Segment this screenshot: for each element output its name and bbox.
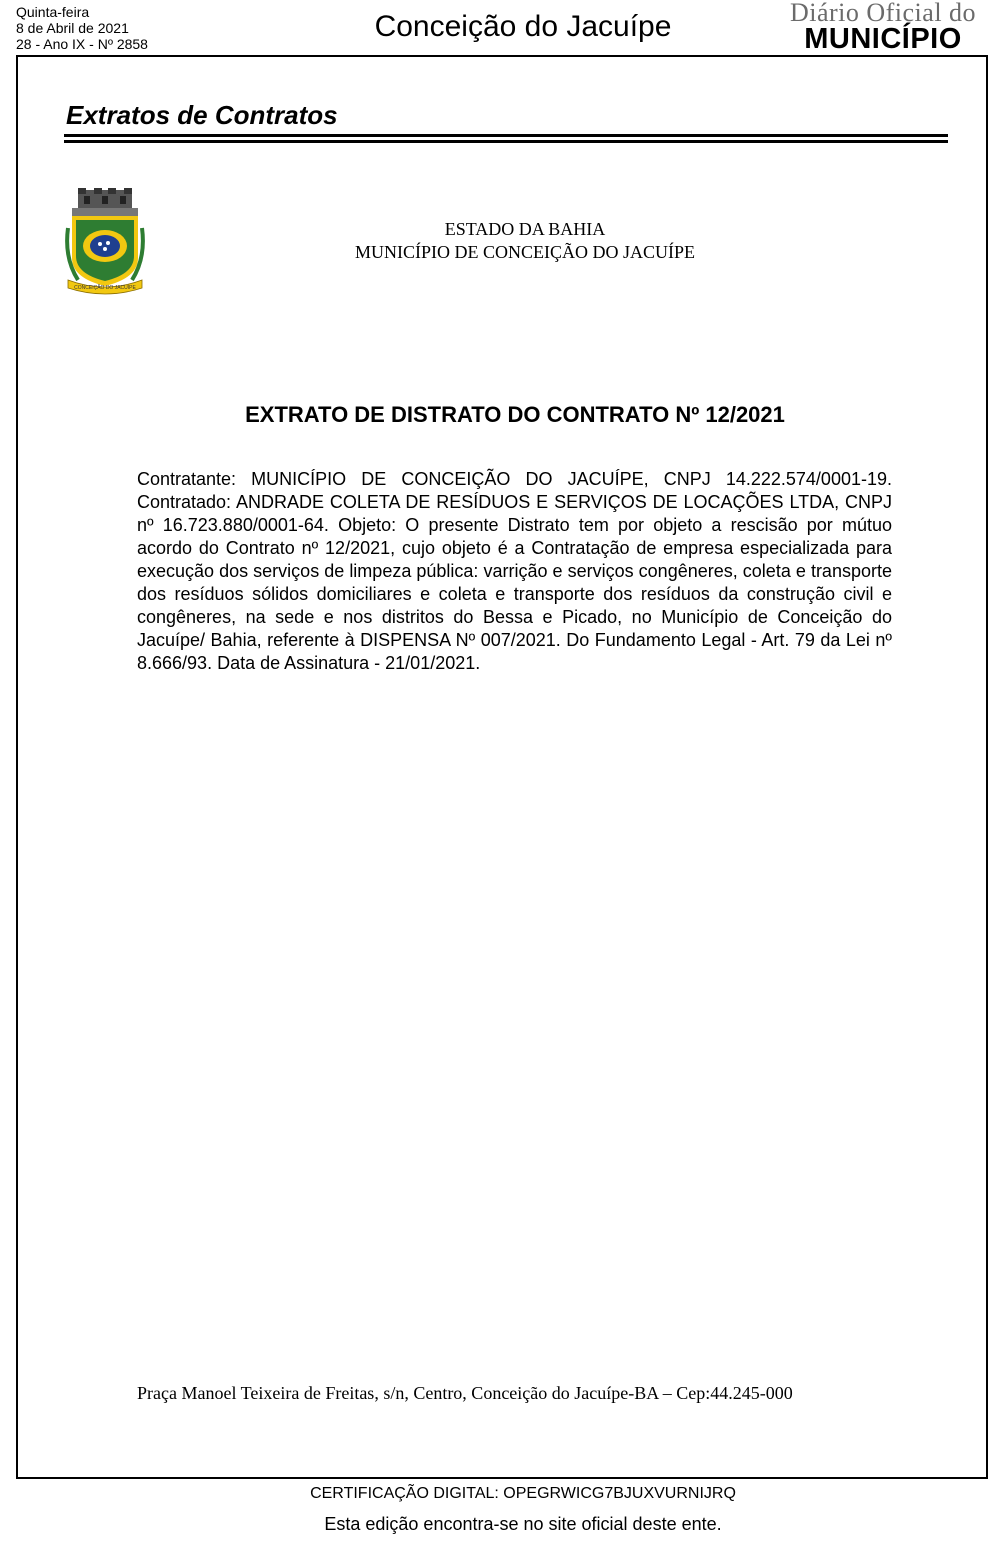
document-body: Contratante: MUNICÍPIO DE CONCEIÇÃO DO JACUÍPE, CNPJ 14.222.574/0001-19. Contratado: ANDRADE COLETA DE RESÍDUOS E SERVIÇOS DE LOCAÇÕES LTDA, CNPJ nº 16.723.880/0001-64. Objeto: O presente Distrato tem por objeto a rescisão por mútuo acordo do Contrato nº 12/2021, cujo objeto é a Contratação de empresa especializada para execução dos serviços de limpeza pública: varrição e serviços congêneres, coleta e transporte dos resíduos sólidos domiciliares e coleta e transporte dos resíduos da construção civil e congêneres, na sede e nos distritos do Bessa e Picado, no Município de Conceição do Jacuípe/ Bahia, referente à DISPENSA Nº 007/2021. Do Fundamento Legal - Art. 79 da Lei nº 8.666/93. Data de Assinatura - 21/01/2021.	[137, 469, 892, 673]
header-city: Conceição do Jacuípe	[374, 10, 672, 43]
diario-oficial-logo	[788, 0, 978, 55]
municipal-coat-of-arms-icon	[64, 188, 146, 296]
state-line-1: ESTADO DA BAHIA	[444, 219, 606, 239]
logo-line-2: MUNICÍPIO	[804, 23, 962, 55]
footer-address: Praça Manoel Teixeira de Freitas, s/n, Centro, Conceição do Jacuípe-BA – Cep:44.245-000	[137, 1383, 793, 1403]
site-note: Esta edição encontra-se no site oficial deste ente.	[324, 1514, 722, 1534]
header-date: 8 de Abril de 2021	[16, 20, 129, 36]
document-title: EXTRATO DE DISTRATO DO CONTRATO Nº 12/2021	[245, 402, 785, 427]
page-frame	[16, 55, 988, 1479]
crest-caption: CONCEIÇÃO DO JACUÍPE	[74, 285, 136, 291]
section-rule-bottom	[64, 140, 948, 143]
section-title: Extratos de Contratos	[66, 100, 338, 130]
header-weekday: Quinta-feira	[16, 4, 90, 20]
logo-line-1: Diário Oficial do	[789, 0, 977, 27]
digital-certification: CERTIFICAÇÃO DIGITAL: OPEGRWICG7BJUXVURNIJRQ	[310, 1485, 736, 1502]
state-header	[290, 218, 760, 264]
state-line-2: MUNICÍPIO DE CONCEIÇÃO DO JACUÍPE	[354, 242, 695, 262]
section-rule-top	[64, 134, 948, 137]
header-edition: 28 - Ano IX - Nº 2858	[16, 36, 148, 52]
